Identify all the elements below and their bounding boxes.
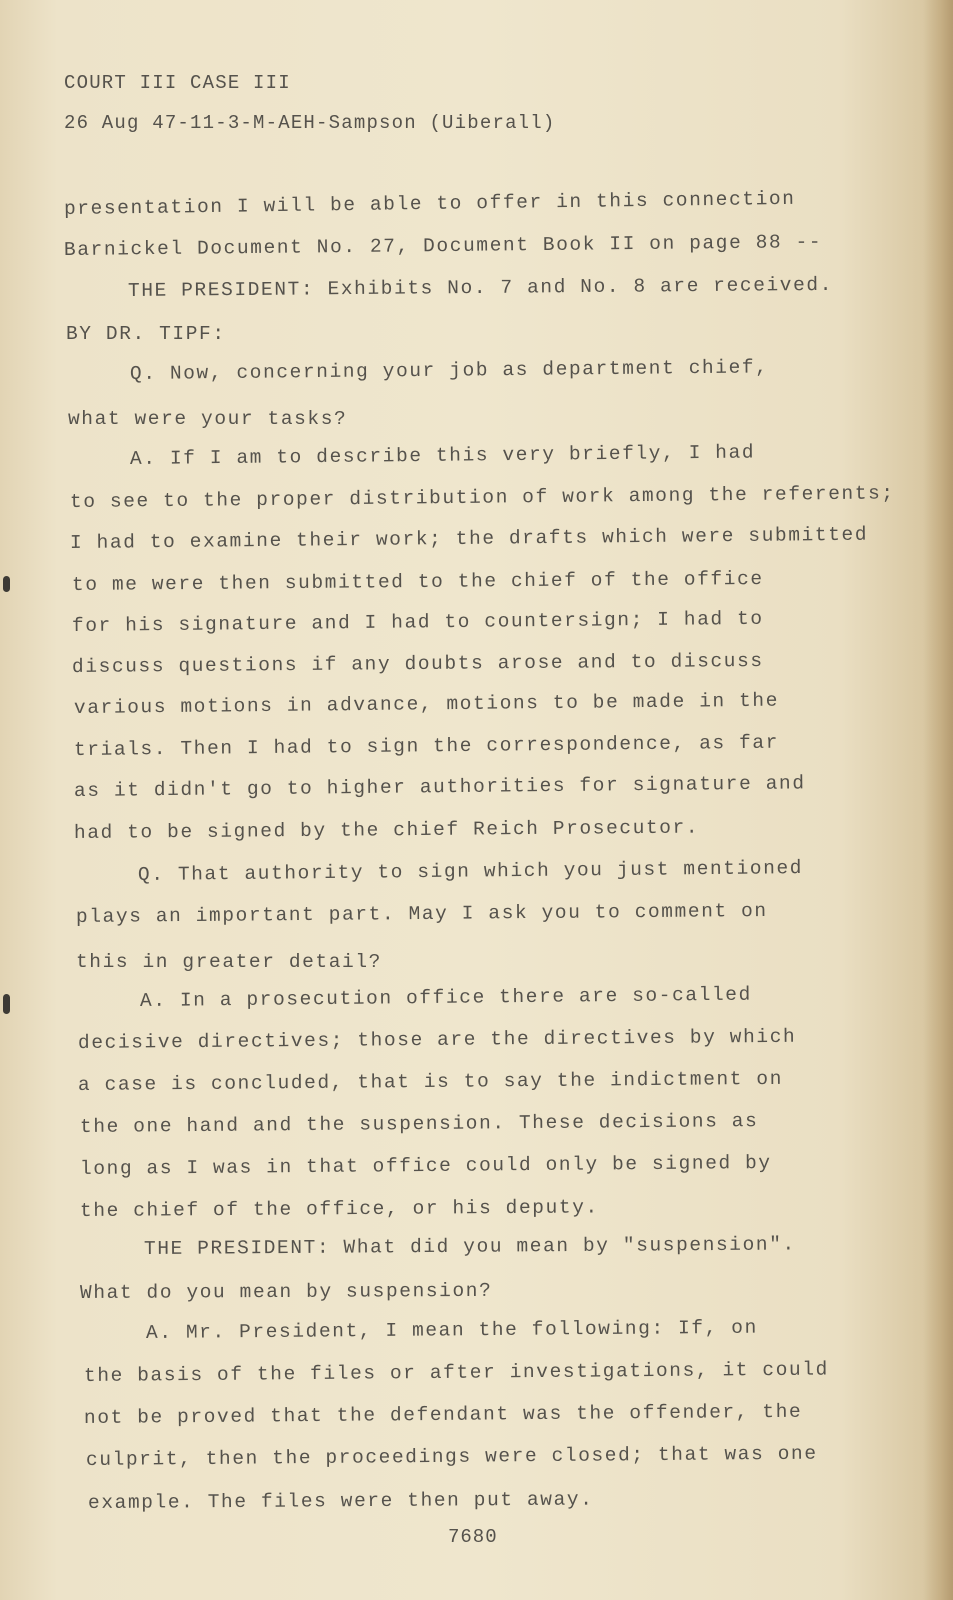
text-line: for his signature and I had to countersign; I had to xyxy=(71,607,764,637)
text-line: as it didn't go to higher authorities for signature and xyxy=(73,772,806,802)
text-line: the chief of the office, or his deputy. xyxy=(79,1196,599,1222)
binding-hole xyxy=(3,994,10,1014)
binding-hole xyxy=(3,576,10,592)
text-line: discuss questions if any doubts arose and to discuss xyxy=(71,649,764,678)
text-line: a case is concluded, that is to say the indictment on xyxy=(77,1067,784,1096)
text-line: A. Mr. President, I mean the following: If, on xyxy=(145,1316,758,1344)
text-line: culprit, then the proceedings were closed; that was one xyxy=(85,1442,818,1471)
text-line: the basis of the files or after investigations, it could xyxy=(83,1358,829,1387)
text-line: A. In a prosecution office there are so-called xyxy=(139,983,752,1012)
text-line: presentation I will be able to offer in this connection xyxy=(63,187,796,220)
page-number: 7680 xyxy=(448,1526,498,1548)
text-line: Q. That authority to sign which you just mentioned xyxy=(137,857,804,886)
text-line: Q. Now, concerning your job as department chief, xyxy=(129,356,769,385)
session-header: 26 Aug 47-11-3-M-AEH-Sampson (Uiberall) xyxy=(64,112,556,134)
text-line: THE PRESIDENT: Exhibits No. 7 and No. 8 are received. xyxy=(127,273,834,302)
text-line: not be proved that the defendant was the offender, the xyxy=(83,1400,803,1429)
text-line: What do you mean by suspension? xyxy=(79,1279,493,1304)
text-line: various motions in advance, motions to be made in the xyxy=(73,689,780,719)
text-line: had to be signed by the chief Reich Prosecutor. xyxy=(73,816,700,844)
page-edge-shadow xyxy=(923,0,953,1600)
text-line: plays an important part. May I ask you to comment on xyxy=(75,899,768,928)
text-line: to see to the proper distribution of work among the referents; xyxy=(69,482,895,513)
text-line: decisive directives; those are the directives by which xyxy=(77,1025,797,1054)
text-line: the one hand and the suspension. These decisions as xyxy=(79,1110,759,1138)
text-line: I had to examine their work; the drafts which were submitted xyxy=(69,523,869,554)
text-line: example. The files were then put away. xyxy=(87,1488,594,1514)
text-line: THE PRESIDENT: What did you mean by "suspension". xyxy=(143,1233,796,1260)
text-line: this in greater detail? xyxy=(76,951,382,973)
text-line: trials. Then I had to sign the correspondence, as far xyxy=(73,731,780,761)
text-line: long as I was in that office could only be signed by xyxy=(79,1151,772,1180)
text-line: to me were then submitted to the chief of the office xyxy=(71,567,764,596)
text-line: Barnickel Document No. 27, Document Book II on page 88 -- xyxy=(63,231,823,261)
text-line: what were your tasks? xyxy=(68,408,348,430)
text-line: A. If I am to describe this very briefly, I had xyxy=(129,441,756,470)
text-line: BY DR. TIPF: xyxy=(66,323,226,345)
case-header: COURT III CASE III xyxy=(64,72,291,94)
